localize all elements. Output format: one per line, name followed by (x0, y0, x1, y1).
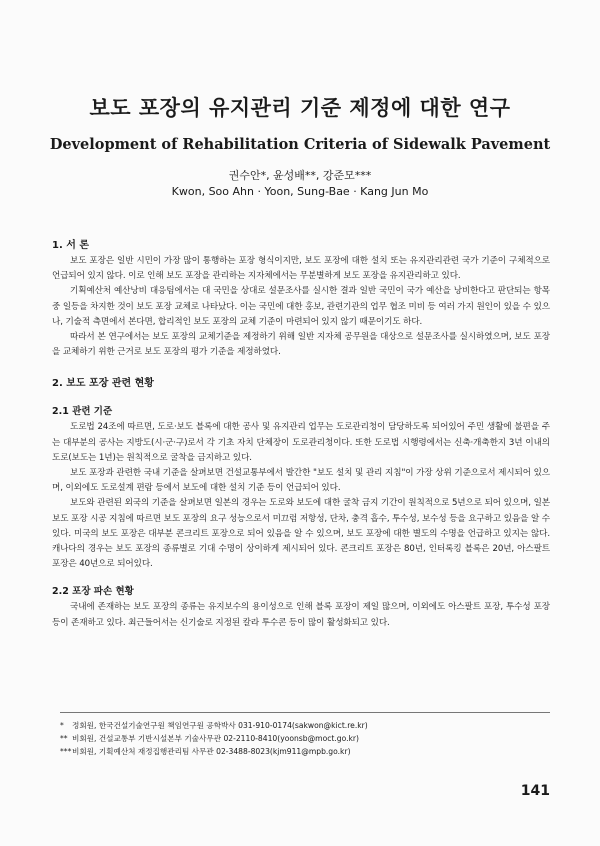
section-1-paragraph-3: 따라서 본 연구에서는 보도 포장의 교체기준을 제정하기 위해 일반 지자체 공무원을 대상으로 설문조사를 실시하였으며, 보도 포장을 교체하기 위한 근거로 보도 포장의 평가 기준을 제정하였다. (52, 332, 550, 358)
title-english: Development of Rehabilitation Criteria of Sidewalk Pavement (49, 136, 551, 153)
footnote-text: 비회원, 기획예산처 재정집행관리팀 사무관 02-3488-8023(kjm911@mpb.go.kr) (72, 747, 351, 756)
footnote-2 (60, 732, 550, 745)
section-1-paragraph-2: 기획예산처 예산낭비 대응팀에서는 대 국민을 상대로 설문조사를 실시한 결과 일반 국민이 국가 예산을 낭비한다고 판단되는 항목 중 일등을 차지한 것이 보도 포장 교체로 나타났다. 이는 국민에 대한 홍보, 관련기관의 업무 협조 미비 등 여러 가지 원인이 있을 수 있으나, 기술적 측면에서 본다면, 합리적인 보도 포장의 교체 기준이 마련되어 있지 않기 때문이기도 하다. (52, 286, 550, 327)
section-2-1-paragraph-1: 도로법 24조에 따르면, 도로·보도 블록에 대한 공사 및 유지관리 업무는 도로관리청이 담당하도록 되어있어 주민 생활에 불편을 주는 대부분의 공사는 지방도(시·군·구)로서 각 기초 자치 단체장이 도로관리청이다. 또한 도로법 시행령에서는 신축·개축한지 3년 이내의 도로(보도는 1년)는 원칙적으로 굴착을 금지하고 있다. (52, 422, 550, 463)
authors-korean: 권수안*, 윤성배**, 강준모*** (228, 169, 372, 182)
footnote-3 (60, 745, 550, 758)
body-content (52, 236, 550, 631)
footnote-text: 정회원, 한국건설기술연구원 책임연구원 공학박사 031-910-0174(sakwon@kict.re.kr) (72, 721, 368, 730)
footnote-1 (60, 719, 550, 732)
footnote-mark: * (60, 721, 64, 730)
page-number: 141 (520, 783, 550, 799)
section-2-1-heading: 2.1 관련 기준 (52, 406, 113, 418)
footnotes (60, 712, 550, 758)
section-2-1-paragraph-3: 보도와 관련된 외국의 기준을 살펴보면 일본의 경우는 도로와 보도에 대한 굴착 금지 기간이 원칙적으로 5년으로 되어 있으며, 일본 보도 포장 시공 지침에 따르면 보도 포장의 요구 성능으로서 미끄럼 저항성, 단차, 충격 흡수, 투수성, 보수성 등을 요구하고 있음을 알 수 있다. 미국의 보도 포장은 대부분 콘크리트 포장으로 되어 있음을 알 수 있으며, 보도 포장에 대한 별도의 수명을 언급하고 있지는 않다. 캐나다의 경우는 보도 포장의 종류별로 기대 수명이 상이하게 제시되어 있다. 콘크리트 포장은 80년, 인터록킹 블록은 20년, 아스팔트 포장은 40년으로 되어있다. (52, 498, 550, 570)
section-2-2-heading: 2.2 포장 파손 현황 (52, 586, 134, 598)
title-korean: 보도 포장의 유지관리 기준 제정에 대한 연구 (89, 96, 511, 120)
section-2-1-paragraph-2: 보도 포장과 관련한 국내 기준을 살펴보면 건설교통부에서 발간한 "보도 설치 및 관리 지침"이 가장 상위 기준으로서 제시되어 있으며, 이외에도 도로설계 편람 등에서 보도에 대한 설치 기준 등이 언급되어 있다. (52, 468, 550, 494)
section-1-heading: 1. 서 론 (52, 240, 90, 251)
footnote-mark: *** (60, 747, 72, 756)
section-2-2-paragraph-1: 국내에 존재하는 보도 포장의 종류는 유지보수의 용이성으로 인해 블록 포장이 제일 많으며, 이외에도 아스팔트 포장, 투수성 포장 등이 존재하고 있다. 최근들어서는 신기술로 지정된 칼라 투수콘 등이 많이 활성화되고 있다. (52, 602, 550, 628)
footnote-text: 비회원, 건설교통부 기반시설본부 기술사무관 02-2110-8410(yoonsb@moct.go.kr) (72, 734, 360, 743)
authors-english: Kwon, Soo Ahn · Yoon, Sung-Bae · Kang Jun Mo (171, 185, 429, 198)
section-1-paragraph-1: 보도 포장은 일반 시민이 가장 많이 통행하는 포장 형식이지만, 보도 포장에 대한 설치 또는 유지관리관련 국가 기준이 구체적으로 언급되어 있지 않다. 이로 인해 보도 포장을 관리하는 지자체에서는 무분별하게 보도 포장을 유지관리하고 있다. (52, 256, 550, 282)
footnote-mark: ** (60, 734, 68, 743)
section-2-heading: 2. 보도 포장 관련 현황 (52, 378, 154, 390)
